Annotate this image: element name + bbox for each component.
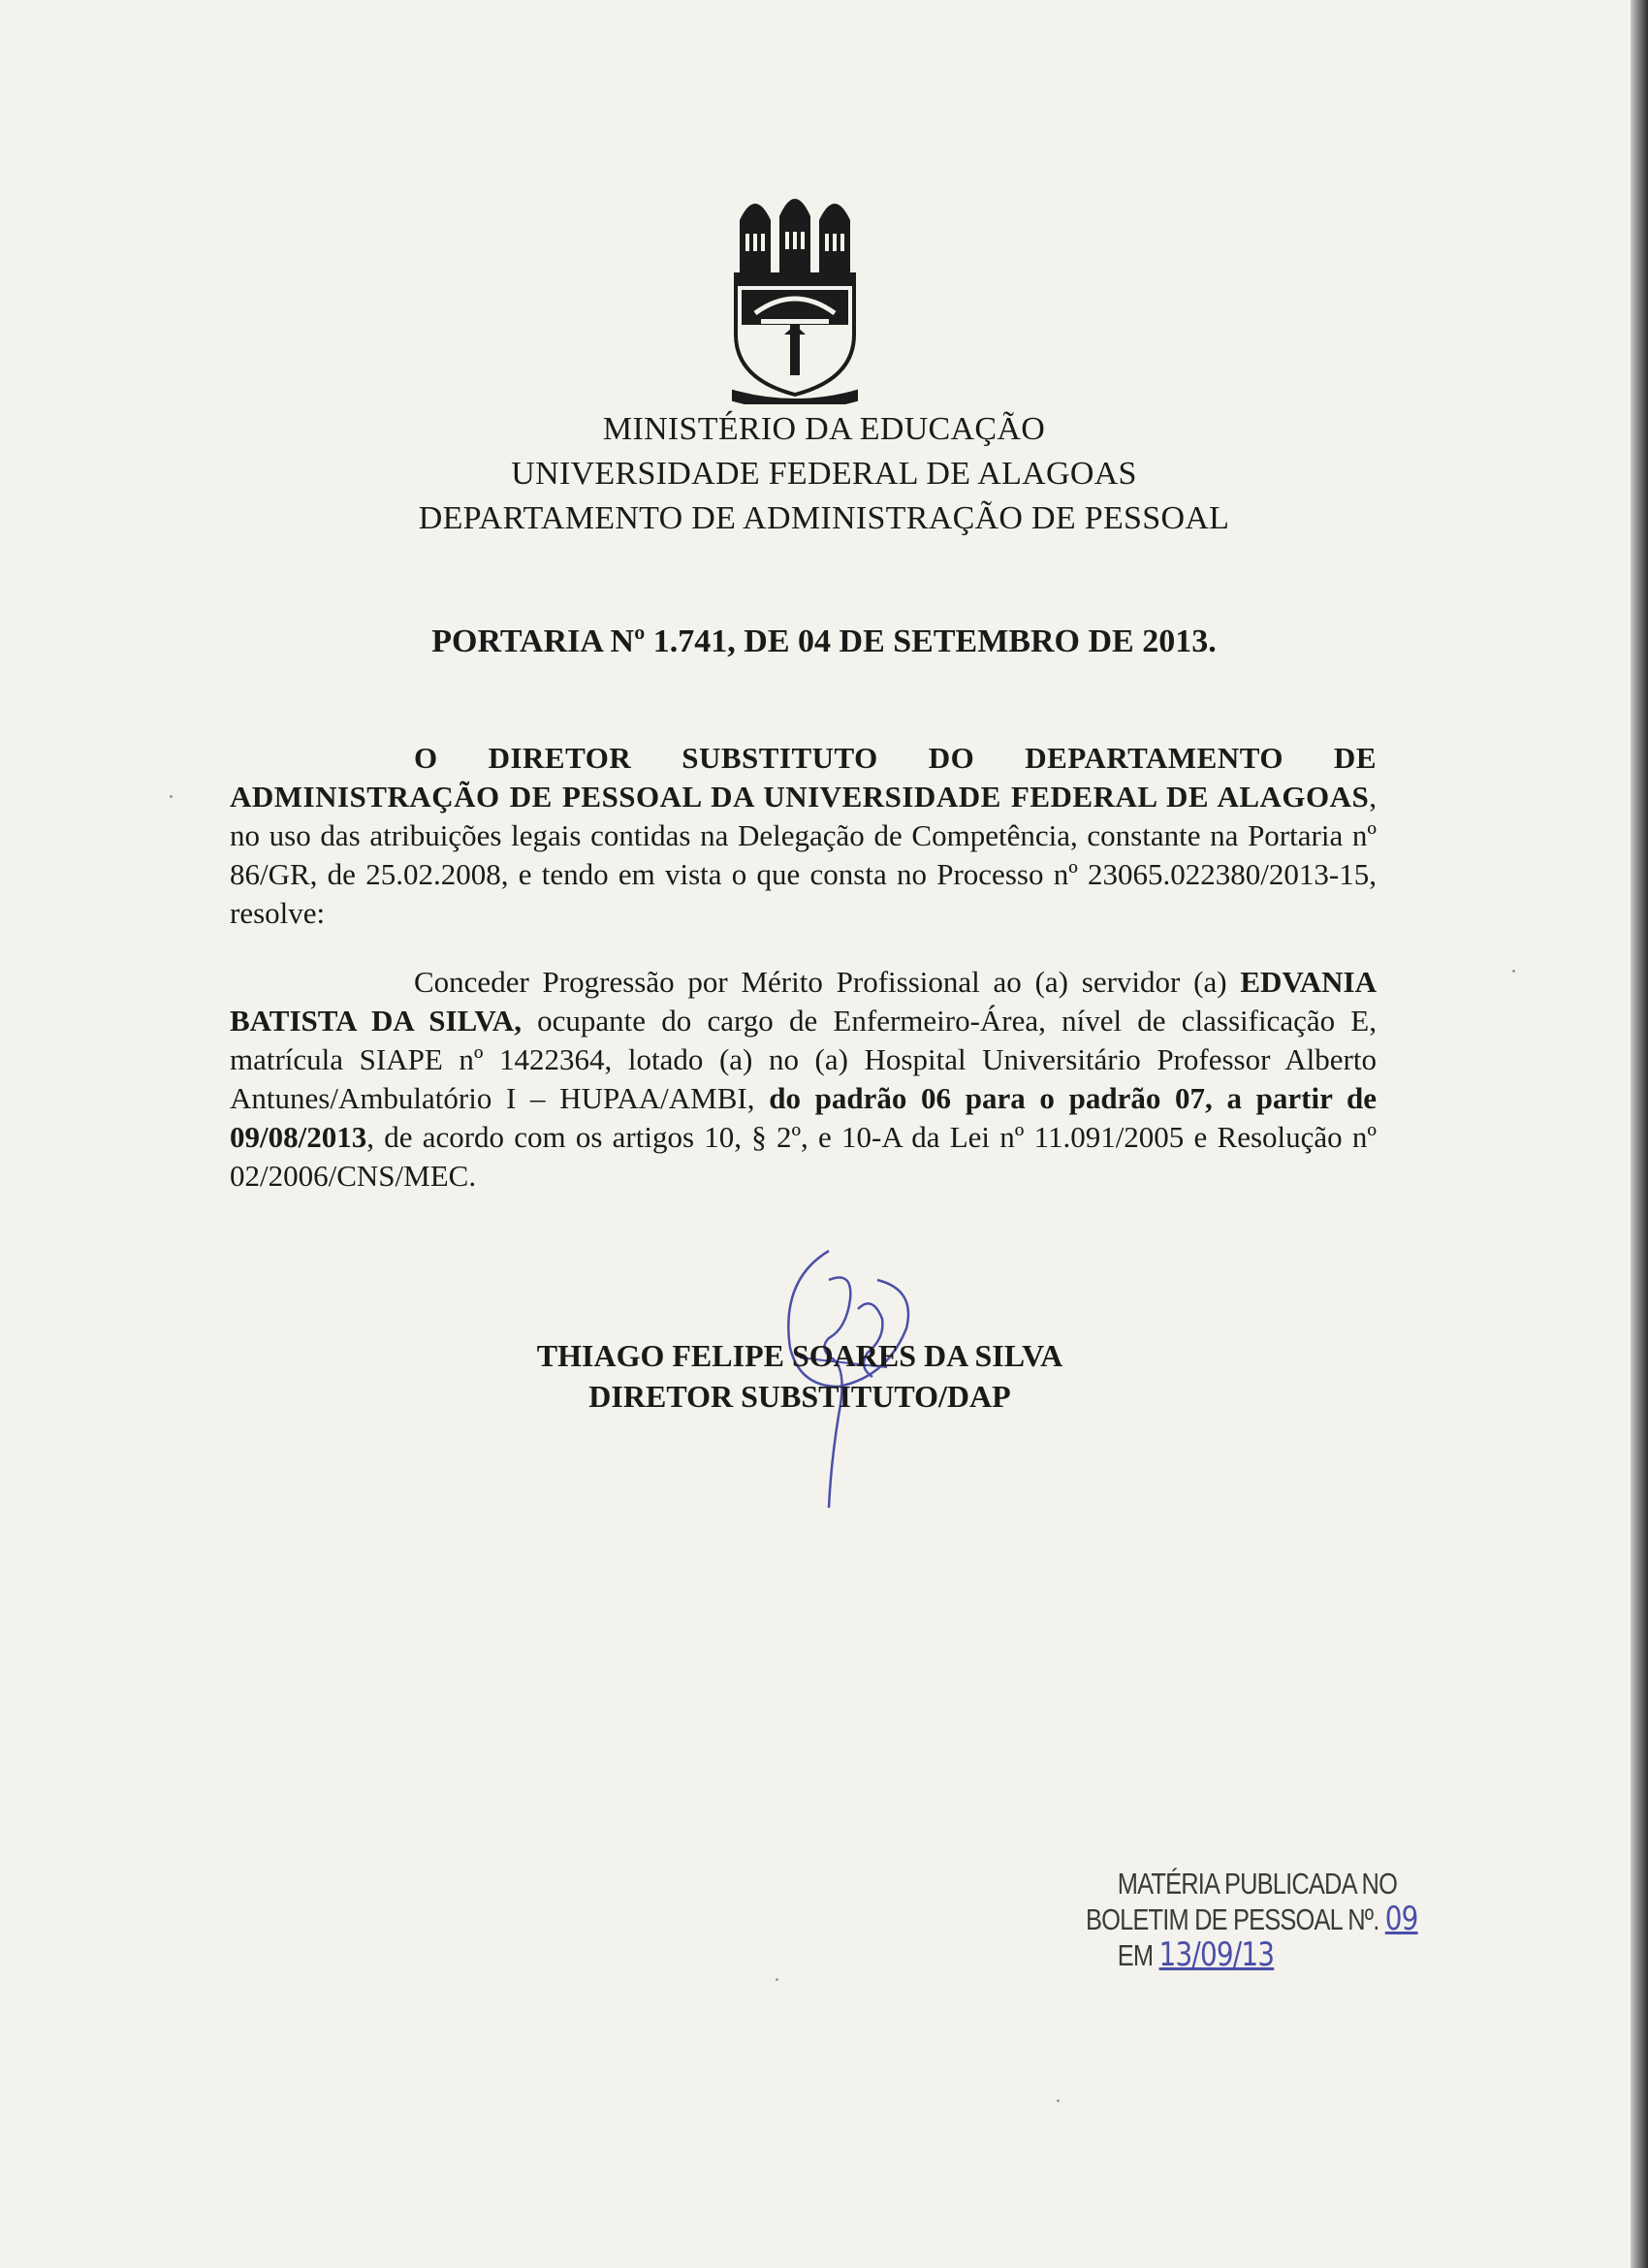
- stamp-line-1: MATÉRIA PUBLICADA NO: [1117, 1867, 1398, 1901]
- signatory-name: THIAGO FELIPE SOARES DA SILVA: [536, 1338, 1063, 1373]
- stamp-line-2: [1086, 1900, 1418, 1938]
- stamp-date-label: EM: [1117, 1938, 1154, 1972]
- preamble-paragraph: [230, 739, 1377, 933]
- level-change: do padrão 06 para o padrão 07, a partir de 09/08/2013: [230, 1081, 1377, 1154]
- scan-speck: [170, 795, 173, 798]
- scan-speck: [1512, 970, 1515, 973]
- stamp-bulletin-label: BOLETIM DE PESSOAL Nº.: [1086, 1902, 1379, 1936]
- resolution-paragraph: [230, 963, 1377, 1196]
- server-name: EDVANIA BATISTA DA SILVA,: [230, 965, 1377, 1038]
- resolution-text-2: ocupante do cargo de Enfermeiro-Área, nível de classificação E, matrícula SIAPE nº 1422364, lotado (a) no (a) Hospital Universitário Professor Alberto Antunes/Ambulatório I – HUPAA/AMBI,: [230, 1004, 1377, 1115]
- scan-speck: [776, 1978, 778, 1981]
- stamp-bulletin-number: 09: [1384, 1900, 1418, 1938]
- stamp-line-3: [1086, 1937, 1372, 1973]
- preamble-text: , no uso das atribuições legais contidas na Delegação de Competência, constante na Portaria nº 86/GR, de 25.02.2008, e tendo em vista o que consta no Processo nº 23065.022380/2013-15, resolve:: [230, 780, 1377, 930]
- signatory-role: DIRETOR SUBSTITUTO/DAP: [588, 1379, 1011, 1414]
- resolution-text-1: Conceder Progressão por Mérito Profissional ao (a) servidor (a): [414, 965, 1241, 999]
- ministry-name: MINISTÉRIO DA EDUCAÇÃO: [602, 411, 1046, 447]
- scan-edge: [1631, 0, 1648, 2268]
- scan-speck: [1057, 2099, 1060, 2102]
- document-header: [0, 407, 1648, 541]
- portaria-title: PORTARIA Nº 1.741, DE 04 DE SETEMBRO DE 2013.: [431, 623, 1217, 659]
- resolution-text-3: , de acordo com os artigos 10, § 2º, e 10-A da Lei nº 11.091/2005 e Resolução nº 02/2006/CNS/MEC.: [230, 1120, 1377, 1193]
- university-crest-icon: [732, 189, 858, 404]
- department-name: DEPARTAMENTO DE ADMINISTRAÇÃO DE PESSOAL: [418, 500, 1230, 536]
- signatory-block: [0, 1335, 1600, 1417]
- stamp-date-value: 13/09/13: [1158, 1935, 1275, 1974]
- director-designation: O DIRETOR SUBSTITUTO DO DEPARTAMENTO DE ADMINISTRAÇÃO DE PESSOAL DA UNIVERSIDADE FEDERAL DE ALAGOAS: [230, 741, 1377, 814]
- publication-stamp: [1086, 1867, 1418, 2007]
- university-name: UNIVERSIDADE FEDERAL DE ALAGOAS: [511, 456, 1137, 492]
